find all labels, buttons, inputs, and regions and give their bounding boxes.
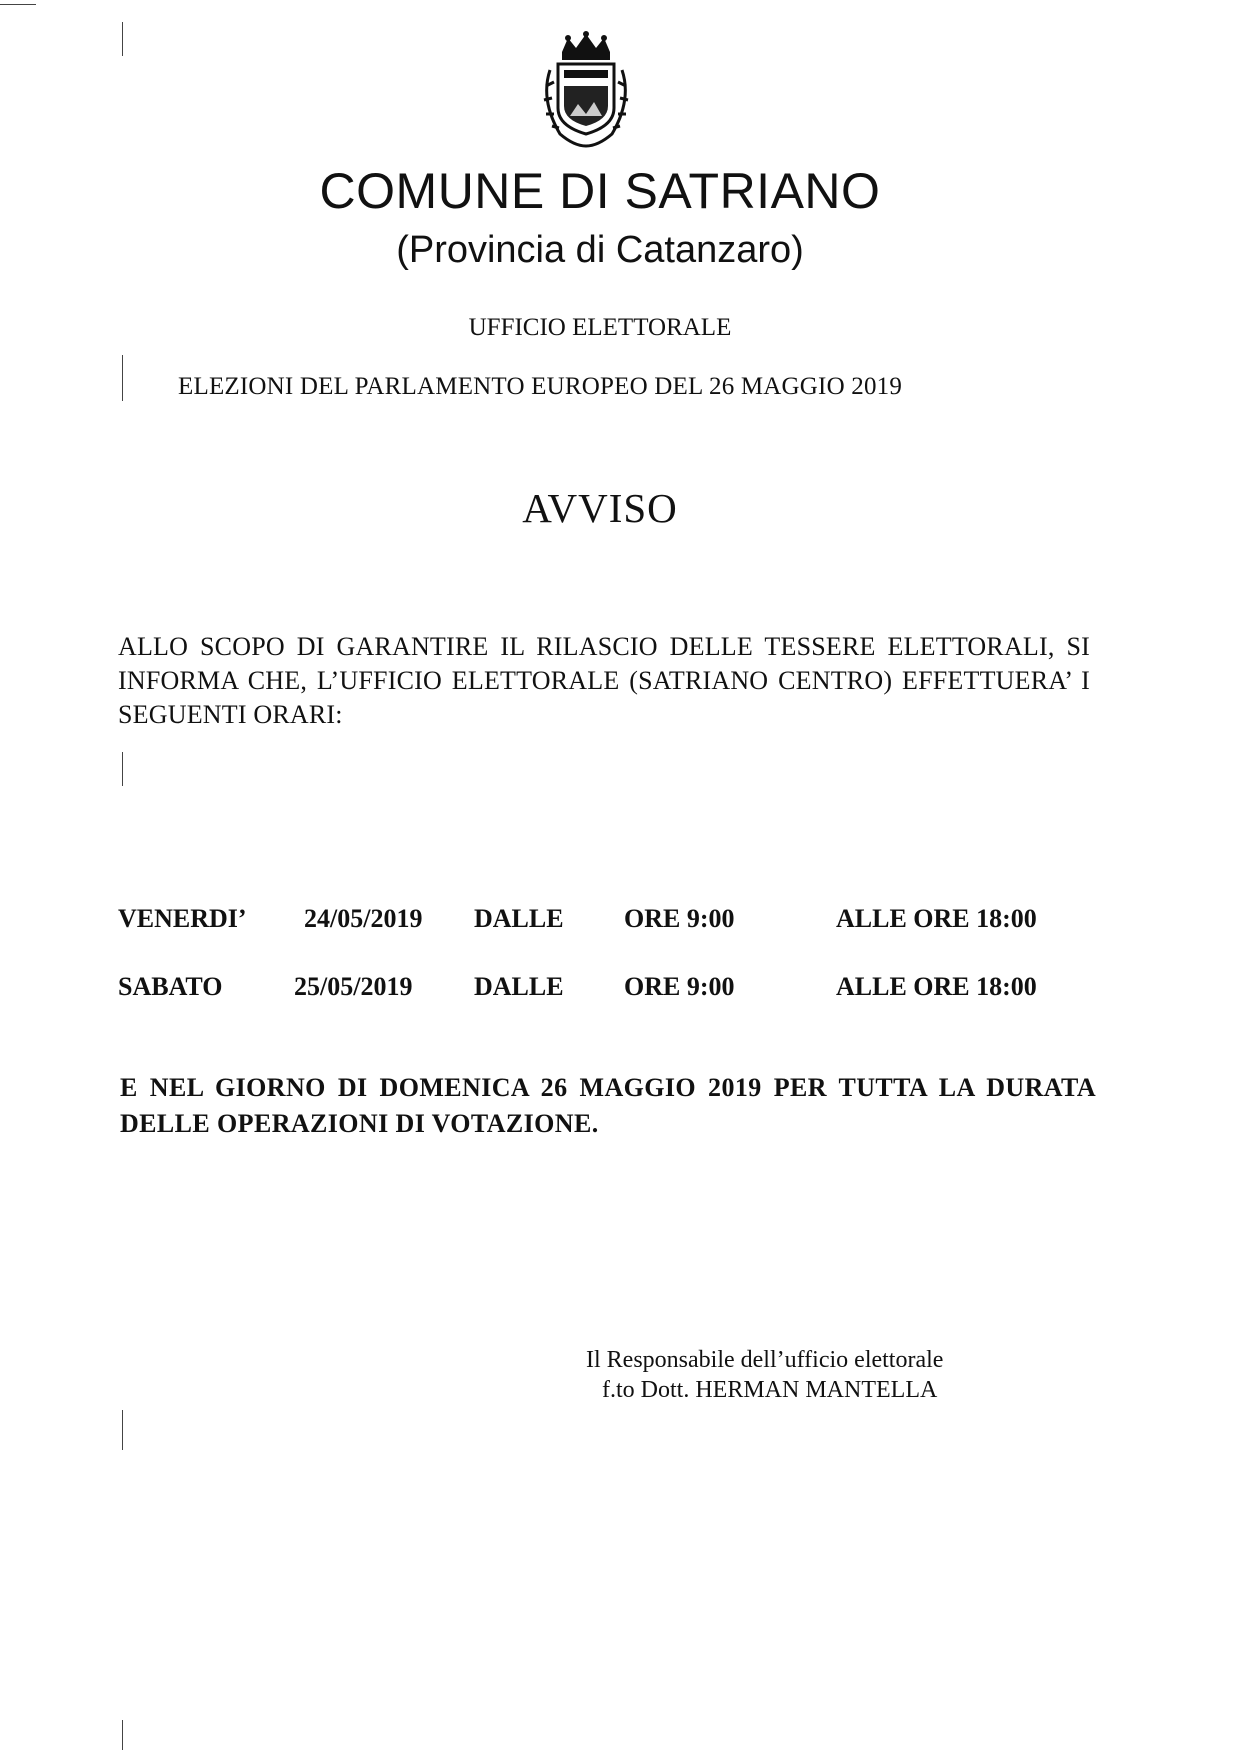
schedule-start-time: ORE 9:00	[624, 904, 735, 933]
province-subtitle: (Provincia di Catanzaro)	[396, 229, 804, 271]
signature-role: Il Responsabile dell’ufficio elettorale	[586, 1347, 944, 1373]
coat-of-arms-icon	[526, 30, 646, 150]
schedule-date: 24/05/2019	[304, 904, 423, 933]
municipality-title: COMUNE DI SATRIANO	[319, 163, 881, 219]
sunday-note: E NEL GIORNO DI DOMENICA 26 MAGGIO 2019 PER TUTTA LA DURATA DELLE OPERAZIONI DI VOTAZIONE.	[120, 1073, 1096, 1138]
schedule-day: SABATO	[118, 972, 223, 1001]
schedule-day: VENERDI’	[118, 904, 247, 933]
schedule-date: 25/05/2019	[294, 972, 413, 1001]
scan-mark	[122, 1410, 123, 1450]
signature-name: f.to Dott. HERMAN MANTELLA	[602, 1377, 938, 1403]
scan-mark	[0, 4, 36, 5]
scan-mark	[122, 355, 123, 401]
schedule-from-label: DALLE	[474, 972, 564, 1001]
schedule-start-time: ORE 9:00	[624, 972, 735, 1001]
scan-mark	[122, 1720, 123, 1750]
scan-mark	[122, 752, 123, 786]
schedule-end-time: ALLE ORE 18:00	[836, 904, 1037, 933]
schedule-end-time: ALLE ORE 18:00	[836, 972, 1037, 1001]
notice-heading: AVVISO	[522, 485, 678, 531]
scan-mark	[122, 22, 123, 56]
notice-body: ALLO SCOPO DI GARANTIRE IL RILASCIO DELLE TESSERE ELETTORALI, SI INFORMA CHE, L’UFFICIO ELETTORALE (SATRIANO CENTRO) EFFETTUERA’ I SEGUENTI ORARI:	[118, 632, 1090, 729]
schedule-from-label: DALLE	[474, 904, 564, 933]
election-title: ELEZIONI DEL PARLAMENTO EUROPEO DEL 26 MAGGIO 2019	[178, 373, 903, 400]
office-name: UFFICIO ELETTORALE	[468, 314, 732, 341]
